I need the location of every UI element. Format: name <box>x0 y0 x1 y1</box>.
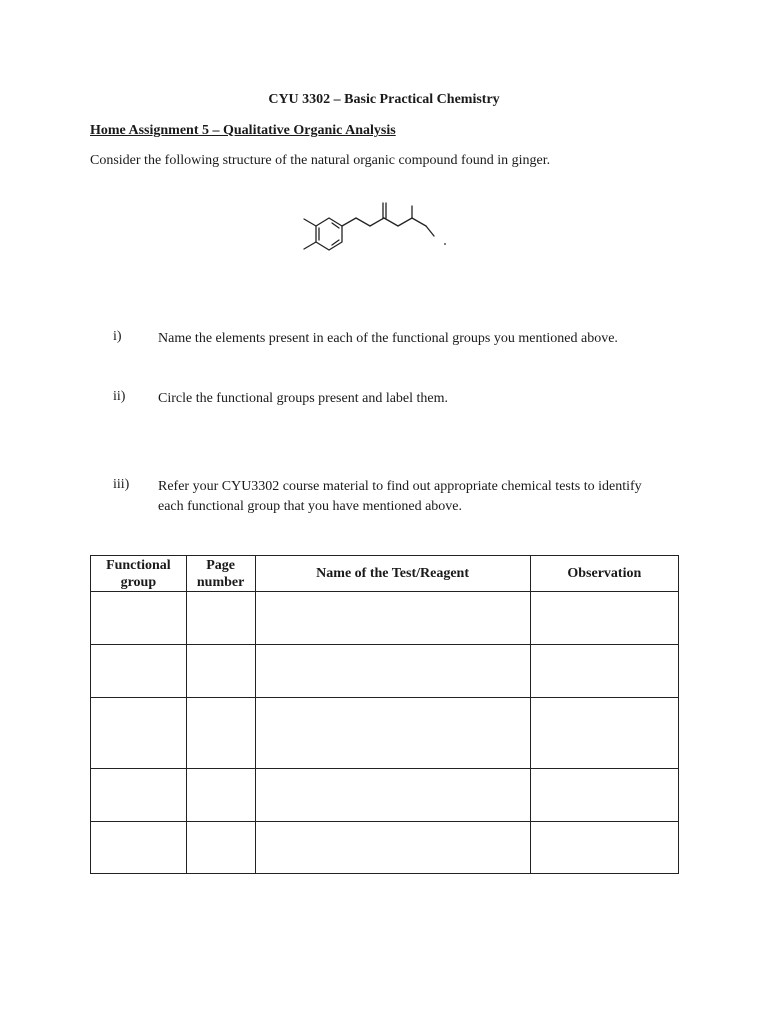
table-row <box>91 822 679 874</box>
table-row <box>91 592 679 645</box>
course-title: CYU 3302 – Basic Practical Chemistry <box>268 92 500 107</box>
table-cell[interactable] <box>530 645 678 698</box>
table-cell[interactable] <box>186 698 255 769</box>
substituent-bond-bottom <box>304 242 316 249</box>
table-cell[interactable] <box>186 592 255 645</box>
table-row <box>91 769 679 822</box>
table-cell[interactable] <box>255 592 530 645</box>
question-text: Refer your CYU3302 course material to find out appropriate chemical tests to identify each functional group that you have mentioned above. <box>158 479 642 514</box>
table-row <box>91 698 679 769</box>
table-header-row <box>91 556 679 592</box>
header-functional-group: Functional group <box>91 556 187 592</box>
table-row <box>91 645 679 698</box>
question-number: ii) <box>113 389 126 404</box>
table-cell[interactable] <box>91 822 187 874</box>
table-cell[interactable] <box>91 645 187 698</box>
substituent-bond-top <box>304 219 316 226</box>
table-cell[interactable] <box>186 645 255 698</box>
table-cell[interactable] <box>186 769 255 822</box>
question-text: Name the elements present in each of the functional groups you mentioned above. <box>158 331 618 346</box>
chemical-tests-table <box>90 555 679 874</box>
header-test-reagent: Name of the Test/Reagent <box>255 556 530 592</box>
table-cell[interactable] <box>91 592 187 645</box>
table-cell[interactable] <box>530 822 678 874</box>
table-cell[interactable] <box>255 822 530 874</box>
intro-text: Consider the following structure of the natural organic compound found in ginger. <box>90 153 551 168</box>
table-cell[interactable] <box>186 822 255 874</box>
table-cell[interactable] <box>530 592 678 645</box>
table-cell[interactable] <box>530 769 678 822</box>
table-cell[interactable] <box>91 698 187 769</box>
table-cell[interactable] <box>255 769 530 822</box>
table-cell[interactable] <box>530 698 678 769</box>
header-observation: Observation <box>530 556 678 592</box>
question-number: i) <box>113 329 122 344</box>
table-cell[interactable] <box>255 698 530 769</box>
benzene-ring <box>316 218 342 250</box>
header-page-number: Page number <box>186 556 255 592</box>
question-number: iii) <box>113 477 130 492</box>
chemical-structure-drawing <box>296 198 456 260</box>
assignment-title: Home Assignment 5 – Qualitative Organic Analysis <box>90 123 396 138</box>
question-text: Circle the functional groups present and label them. <box>158 391 449 406</box>
table-cell[interactable] <box>91 769 187 822</box>
table-cell[interactable] <box>255 645 530 698</box>
